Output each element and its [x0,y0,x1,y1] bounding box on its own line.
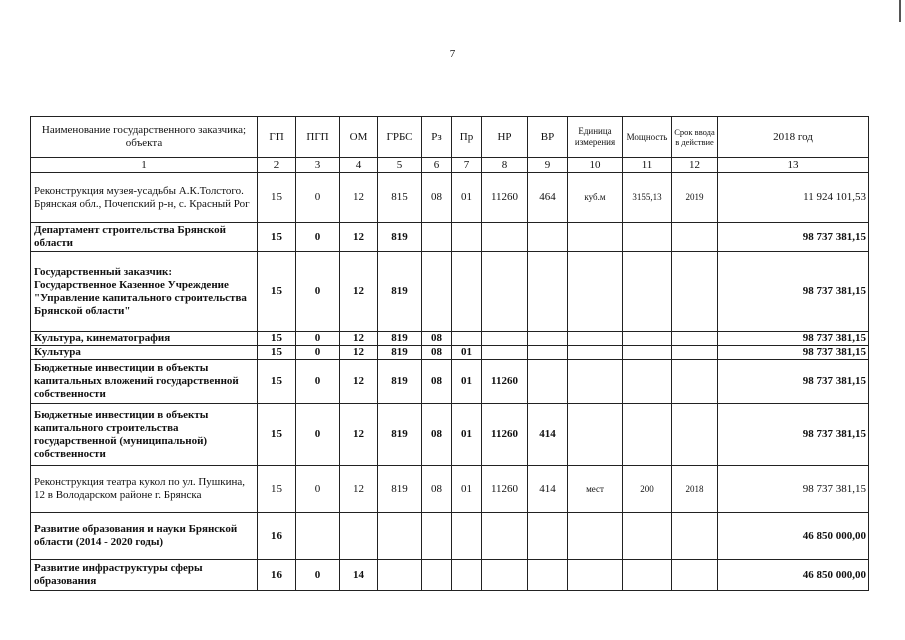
cell-capacity [623,560,672,591]
cell-term: 2018 [672,466,718,513]
cell-nr [482,513,528,560]
column-index: 13 [718,158,869,173]
table-row [31,560,869,591]
cell-ppgp [296,513,340,560]
cell-term [672,346,718,360]
cell-ppgp: 0 [296,560,340,591]
cell-ppgp: 0 [296,346,340,360]
cell-nr: 11260 [482,404,528,466]
cell-vr [528,360,568,404]
cell-vr [528,513,568,560]
header-nr: НР [482,117,528,158]
cell-sum: 46 850 000,00 [718,513,869,560]
column-index: 2 [258,158,296,173]
cell-nr: 11260 [482,466,528,513]
cell-ppgp: 0 [296,332,340,346]
table-row [31,252,869,332]
cell-sum: 98 737 381,15 [718,223,869,252]
cell-unit [568,360,623,404]
cell-gp: 15 [258,223,296,252]
cell-grbs: 819 [378,223,422,252]
cell-pr [452,252,482,332]
cell-ppgp: 0 [296,404,340,466]
cell-pr [452,223,482,252]
cell-pr: 01 [452,360,482,404]
cell-grbs: 819 [378,466,422,513]
cell-ppgp: 0 [296,223,340,252]
cell-pr: 01 [452,173,482,223]
cell-capacity: 3155,13 [623,173,672,223]
cell-capacity [623,346,672,360]
cell-rz: 08 [422,332,452,346]
cell-name: Реконструкция музея-усадьбы А.К.Толстого. Брянская обл., Почепский р-н, с. Красный Рог [31,173,258,223]
cell-om: 12 [340,466,378,513]
cell-gp: 15 [258,466,296,513]
cell-om: 14 [340,560,378,591]
column-index: 6 [422,158,452,173]
header-unit: Единица измерения [568,117,623,158]
cell-rz: 08 [422,466,452,513]
cell-sum: 98 737 381,15 [718,332,869,346]
cell-nr [482,560,528,591]
cell-term [672,252,718,332]
cell-nr [482,252,528,332]
cell-grbs [378,560,422,591]
header-ppgp: ПГП [296,117,340,158]
cell-unit [568,223,623,252]
cell-sum: 98 737 381,15 [718,466,869,513]
column-index: 12 [672,158,718,173]
cell-rz [422,252,452,332]
cell-capacity [623,404,672,466]
cell-gp: 15 [258,360,296,404]
header-vr: ВР [528,117,568,158]
column-index: 1 [31,158,258,173]
cell-rz: 08 [422,173,452,223]
header-year: 2018 год [718,117,869,158]
cell-grbs: 815 [378,173,422,223]
header-grbs: ГРБС [378,117,422,158]
cell-term [672,360,718,404]
cell-rz [422,513,452,560]
table-row [31,346,869,360]
cell-gp: 15 [258,404,296,466]
column-index: 4 [340,158,378,173]
column-index: 7 [452,158,482,173]
cell-capacity [623,332,672,346]
cell-unit: мест [568,466,623,513]
cell-capacity [623,360,672,404]
cell-rz [422,223,452,252]
cell-vr [528,560,568,591]
cell-unit [568,404,623,466]
cell-unit [568,560,623,591]
cell-name: Департамент строительства Брянской области [31,223,258,252]
cell-pr: 01 [452,346,482,360]
cell-grbs [378,513,422,560]
cell-grbs: 819 [378,346,422,360]
cell-pr [452,332,482,346]
cell-sum: 46 850 000,00 [718,560,869,591]
cell-grbs: 819 [378,360,422,404]
cell-gp: 16 [258,560,296,591]
cell-capacity: 200 [623,466,672,513]
cell-unit [568,513,623,560]
column-index: 8 [482,158,528,173]
cell-nr: 11260 [482,173,528,223]
cell-unit [568,346,623,360]
cell-om: 12 [340,346,378,360]
cell-om: 12 [340,223,378,252]
cell-om: 12 [340,360,378,404]
cell-sum: 98 737 381,15 [718,360,869,404]
column-index-row [31,158,869,173]
cell-unit: куб.м [568,173,623,223]
cell-sum: 98 737 381,15 [718,404,869,466]
cell-vr: 414 [528,404,568,466]
cell-term [672,332,718,346]
cell-capacity [623,513,672,560]
cell-gp: 15 [258,252,296,332]
cell-ppgp: 0 [296,360,340,404]
cell-gp: 16 [258,513,296,560]
cell-vr: 414 [528,466,568,513]
cell-ppgp: 0 [296,252,340,332]
cell-nr: 11260 [482,360,528,404]
cell-ppgp: 0 [296,173,340,223]
cell-name: Бюджетные инвестиции в объекты капитального строительства государственной (муниципальной) собственности [31,404,258,466]
header-term: Срок ввода в действие [672,117,718,158]
cell-term [672,404,718,466]
cell-rz: 08 [422,346,452,360]
cell-name: Бюджетные инвестиции в объекты капитальных вложений государственной собственности [31,360,258,404]
header-capacity: Мощность [623,117,672,158]
cell-nr [482,346,528,360]
table-row [31,404,869,466]
cell-capacity [623,223,672,252]
cell-grbs: 819 [378,252,422,332]
cell-om [340,513,378,560]
cell-name: Государственный заказчик: Государственное Казенное Учреждение "Управление капитального строительства Брянской области" [31,252,258,332]
cell-sum: 98 737 381,15 [718,252,869,332]
cell-nr [482,223,528,252]
cell-gp: 15 [258,332,296,346]
cell-rz [422,560,452,591]
cell-unit [568,332,623,346]
cell-vr [528,223,568,252]
cell-gp: 15 [258,173,296,223]
table-row [31,223,869,252]
cell-name: Развитие образования и науки Брянской области (2014 - 2020 годы) [31,513,258,560]
cell-term [672,223,718,252]
cell-vr [528,332,568,346]
header-gp: ГП [258,117,296,158]
edge-mark [899,0,901,22]
cell-om: 12 [340,404,378,466]
header-pr: Пр [452,117,482,158]
column-index: 10 [568,158,623,173]
column-index: 9 [528,158,568,173]
cell-pr: 01 [452,466,482,513]
cell-grbs: 819 [378,332,422,346]
table-row [31,513,869,560]
table-row [31,332,869,346]
cell-unit [568,252,623,332]
cell-term [672,560,718,591]
cell-sum: 98 737 381,15 [718,346,869,360]
column-index: 5 [378,158,422,173]
column-index: 3 [296,158,340,173]
cell-vr: 464 [528,173,568,223]
cell-ppgp: 0 [296,466,340,513]
page-number: 7 [449,48,456,60]
cell-name: Развитие инфраструктуры сферы образования [31,560,258,591]
cell-grbs: 819 [378,404,422,466]
table-row [31,173,869,223]
cell-om: 12 [340,252,378,332]
cell-term [672,513,718,560]
header-name: Наименование государственного заказчика; объекта [31,117,258,158]
cell-pr: 01 [452,404,482,466]
table-row [31,360,869,404]
cell-term: 2019 [672,173,718,223]
cell-pr [452,513,482,560]
cell-name: Культура, кинематография [31,332,258,346]
column-index: 11 [623,158,672,173]
cell-nr [482,332,528,346]
cell-rz: 08 [422,360,452,404]
cell-om: 12 [340,173,378,223]
header-rz: Рз [422,117,452,158]
cell-sum: 11 924 101,53 [718,173,869,223]
budget-table [30,116,869,591]
cell-pr [452,560,482,591]
cell-om: 12 [340,332,378,346]
cell-name: Реконструкция театра кукол по ул. Пушкина, 12 в Володарском районе г. Брянска [31,466,258,513]
header-row [31,117,869,158]
table-row [31,466,869,513]
cell-name: Культура [31,346,258,360]
cell-vr [528,346,568,360]
header-om: ОМ [340,117,378,158]
cell-capacity [623,252,672,332]
cell-rz: 08 [422,404,452,466]
cell-gp: 15 [258,346,296,360]
cell-vr [528,252,568,332]
